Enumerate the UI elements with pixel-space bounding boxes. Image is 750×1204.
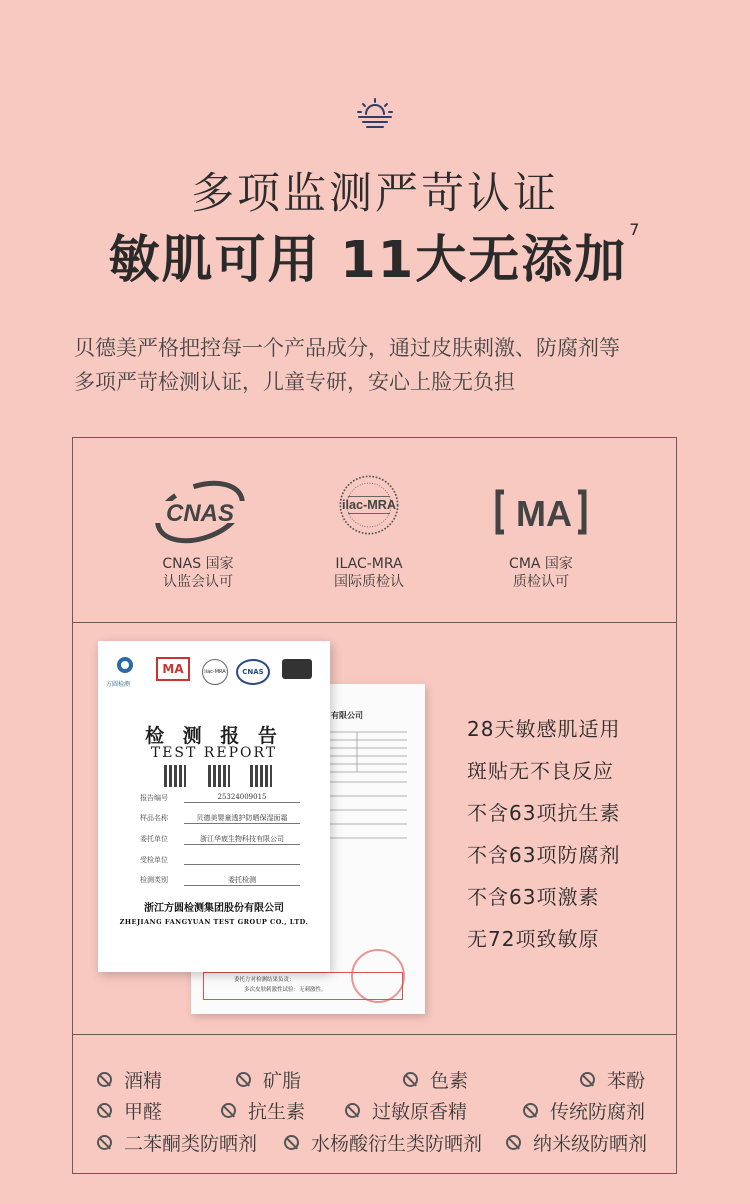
- addfree-label: 二苯酮类防晒剂: [124, 1133, 258, 1155]
- cnas-logo-text: CNAS: [165, 500, 235, 527]
- ban-icon: [236, 1072, 251, 1087]
- report-field-row: [140, 875, 300, 886]
- cert-label-cnas-line2: 认监会认可: [163, 574, 233, 590]
- sunrise-icon: [357, 98, 393, 130]
- addfree-label: 苯酚: [607, 1070, 646, 1092]
- report-field-label: 检测类别: [140, 876, 168, 884]
- claim-item: 不含63项防腐剂: [467, 843, 621, 867]
- ban-icon: [345, 1103, 360, 1118]
- description-line-2: 多项严苛检测认证，儿童专研，安心上脸无负担: [74, 370, 515, 394]
- addfree-label: 水杨酸衍生类防晒剂: [311, 1133, 483, 1155]
- addfree-label: 抗生素: [248, 1101, 306, 1123]
- ban-icon: [523, 1103, 538, 1118]
- divider-bottom: [72, 1034, 677, 1035]
- fangyuan-logo-text: 方圆检测: [106, 681, 131, 688]
- cert-label-cnas: [113, 555, 283, 591]
- report-field-label: 受检单位: [140, 856, 168, 864]
- report-back-header: 有限公司: [331, 710, 363, 720]
- description: [74, 331, 684, 399]
- ban-icon: [284, 1135, 299, 1150]
- testing-mark-icon: [282, 659, 312, 679]
- headline-secondary-text: 敏肌可用 11大无添加: [108, 231, 628, 290]
- ban-icon: [97, 1072, 112, 1087]
- cert-label-cma: [456, 555, 626, 591]
- ban-icon: [97, 1103, 112, 1118]
- claims-list: [467, 708, 667, 960]
- ilac-logo-text: ilac-MRA: [341, 498, 397, 513]
- addfree-label: 甲醛: [124, 1101, 163, 1123]
- addfree-item: [580, 1066, 645, 1093]
- report-back-footer-line2: 多次皮肤刺激性试验：无刺激性。: [244, 987, 327, 993]
- cma-logo-text: MA: [516, 493, 572, 534]
- report-field-label: 报告编号: [140, 794, 168, 802]
- cert-label-ilac-line1: ILAC-MRA: [335, 556, 403, 572]
- cnas-logo-icon: [145, 480, 255, 544]
- headline-secondary: [0, 218, 750, 292]
- report-back-table-lines: [327, 726, 407, 856]
- report-subtitle: TEST REPORT: [150, 745, 278, 761]
- cma-logo-icon: [486, 480, 596, 544]
- description-line-1: 贝德美严格把控每一个产品成分，通过皮肤刺激、防腐剂等: [74, 336, 620, 360]
- claim-item: 无72项致敏原: [467, 927, 600, 951]
- report-company-en: ZHEJIANG FANGYUAN TEST GROUP CO., LTD.: [119, 918, 309, 926]
- addfree-item: [221, 1097, 305, 1124]
- cma-mark-icon: MA: [156, 657, 190, 681]
- addfree-item: [506, 1129, 647, 1156]
- report-field-row: [140, 834, 300, 845]
- cert-label-ilac: [284, 555, 454, 591]
- addfree-item: [97, 1066, 162, 1093]
- cert-label-cma-line2: 质检认可: [513, 574, 569, 590]
- addfree-item: [403, 1066, 468, 1093]
- cert-label-cma-line1: CMA 国家: [509, 556, 573, 572]
- report-field-value: 委托检测: [184, 875, 300, 886]
- report-fields: [140, 793, 300, 886]
- addfree-item: [345, 1097, 467, 1124]
- ilac-mark-icon: ilac-MRA: [202, 659, 228, 685]
- addfree-item: [523, 1097, 645, 1124]
- qr-code-icon: [208, 765, 230, 787]
- report-company-cn: 浙江方圆检测集团股份有限公司: [144, 903, 284, 914]
- ban-icon: [221, 1103, 236, 1118]
- report-title: 检 测 报 告: [145, 725, 283, 747]
- report-field-value: 25324009015: [184, 793, 300, 803]
- claim-item: 不含63项激素: [467, 885, 600, 909]
- addfree-item: [284, 1129, 482, 1156]
- divider-top: [72, 622, 677, 623]
- qr-code-icon: [250, 765, 272, 787]
- addfree-label: 传统防腐剂: [550, 1101, 646, 1123]
- cert-label-cnas-line1: CNAS 国家: [162, 556, 234, 572]
- report-field-label: 委托单位: [140, 835, 168, 843]
- report-field-value: 贝德美婴童透护防晒保湿面霜: [184, 813, 300, 824]
- addfree-item: [97, 1129, 257, 1156]
- red-seal-stamp: [351, 949, 405, 1003]
- addfree-label: 酒精: [124, 1070, 163, 1092]
- claim-item: 斑贴无不良反应: [467, 759, 614, 783]
- report-front-page: [98, 641, 330, 972]
- addfree-label: 矿脂: [263, 1070, 302, 1092]
- claim-item: 不含63项抗生素: [467, 801, 621, 825]
- report-field-label: 样品名称: [140, 814, 168, 822]
- qr-code-icon: [164, 765, 186, 787]
- ban-icon: [403, 1072, 418, 1087]
- addfree-label: 色素: [430, 1070, 469, 1092]
- report-field-value: [184, 855, 300, 865]
- ban-icon: [580, 1072, 595, 1087]
- claim-item: 28天敏感肌适用: [467, 717, 621, 741]
- footnote-marker: 7: [629, 220, 642, 239]
- cnas-mark-icon: CNAS: [236, 659, 270, 685]
- addfree-item: [236, 1066, 301, 1093]
- addfree-label: 过敏原香精: [372, 1101, 468, 1123]
- addfree-item: [97, 1097, 162, 1124]
- report-back-footer-line1: 委托方对检测结果负责：: [234, 977, 295, 983]
- report-field-row: [140, 813, 300, 824]
- ilac-logo-icon: [314, 473, 424, 537]
- ban-icon: [506, 1135, 521, 1150]
- report-field-row: [140, 793, 300, 803]
- cert-label-ilac-line2: 国际质检认: [334, 574, 404, 590]
- report-field-value: 浙江华宬生物科技有限公司: [184, 834, 300, 845]
- addfree-label: 纳米级防晒剂: [533, 1133, 648, 1155]
- headline-primary: 多项监测严苛认证: [191, 169, 559, 219]
- ban-icon: [97, 1135, 112, 1150]
- report-field-row: [140, 855, 300, 865]
